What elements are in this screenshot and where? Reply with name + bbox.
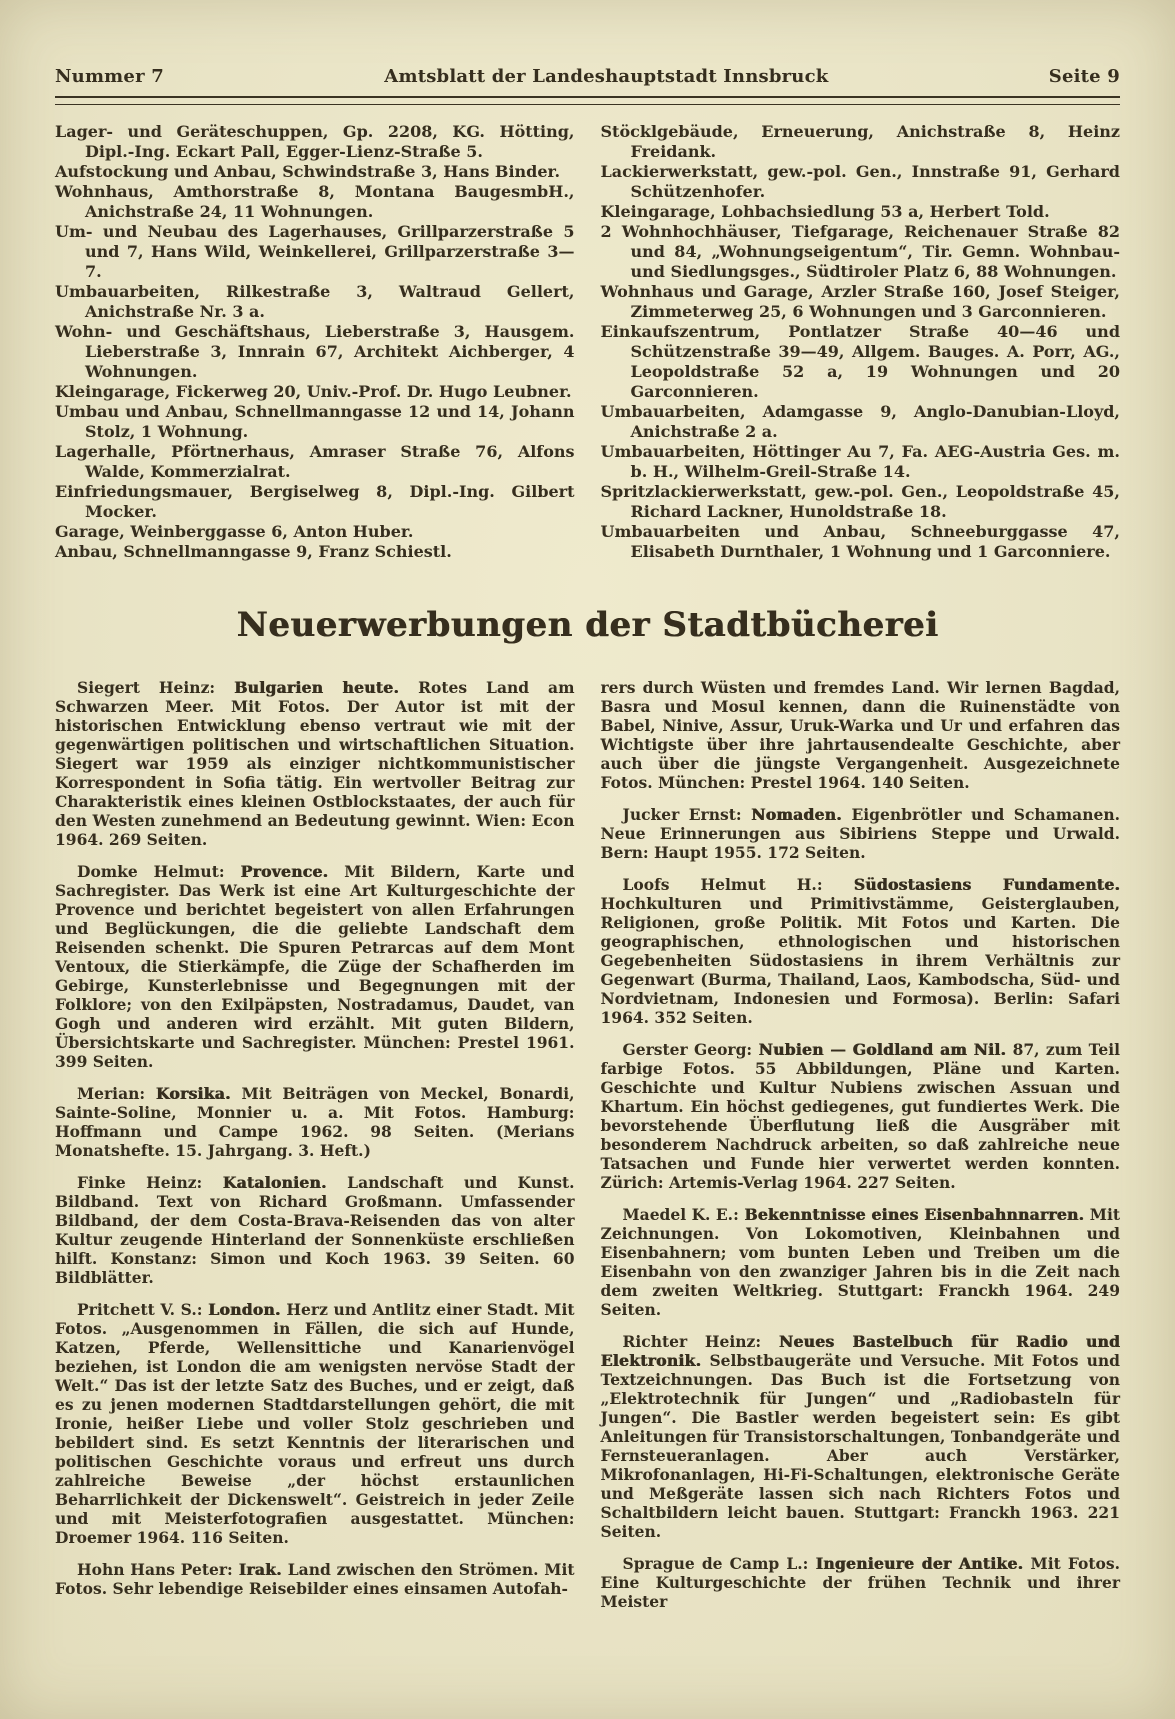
book-review	[601, 1040, 1121, 1192]
review-title: Irak.	[238, 1560, 288, 1579]
permit-entry: Wohnhaus, Amthorstraße 8, Montana BaugesmbH., Anichstraße 24, 11 Wohnungen.	[55, 182, 575, 221]
page-header	[55, 66, 1120, 87]
review-author: Loofs Helmut H.:	[622, 875, 854, 894]
permit-entry: Stöcklgebäude, Erneuerung, Anichstraße 8, Heinz Freidank.	[600, 122, 1120, 161]
book-review	[601, 1554, 1121, 1611]
library-acquisitions-section	[55, 676, 1120, 1624]
permit-entry: Umbauarbeiten und Anbau, Schneeburggasse 47, Elisabeth Durnthaler, 1 Wohnung und 1 Garconniere.	[600, 522, 1120, 561]
book-review	[55, 1300, 575, 1547]
permit-entry: Lager- und Geräteschuppen, Gp. 2208, KG. Hötting, Dipl.-Ing. Eckart Pall, Egger-Lienz-Straße 5.	[55, 122, 575, 161]
review-author: Richter Heinz:	[622, 1332, 779, 1351]
reviews-left-column	[55, 676, 575, 1624]
review-body: Mit Beiträgen von Meckel, Bonardi, Sainte-Soline, Monnier u. a. Mit Fotos. Hamburg: Hoffmann und Campe 1962. 98 Seiten. (Merians Monatshefte. 15. Jahrgang. 3. Heft.)	[55, 1084, 575, 1160]
review-author: Pritchett V. S.:	[77, 1300, 209, 1319]
building-permits-section	[55, 122, 1120, 562]
permit-entry: Spritzlackierwerkstatt, gew.-pol. Gen., Leopoldstraße 45, Richard Lackner, Hunoldstraße 18.	[600, 482, 1120, 521]
permit-entry: Kleingarage, Lohbachsiedlung 53 a, Herbert Told.	[600, 202, 1050, 221]
permit-entry: Lackierwerkstatt, gew.-pol. Gen., Innstraße 91, Gerhard Schützenhofer.	[600, 162, 1120, 201]
review-body: Eigenbrötler und Schamanen. Neue Erinnerungen aus Sibiriens Steppe und Urwald. Bern: Haupt 1955. 172 Seiten.	[600, 805, 1120, 862]
review-title: Provence.	[240, 862, 345, 881]
review-body: Landschaft und Kunst. Bildband. Text von Richard Großmann. Umfassender Bildband, der dem Costa-Brava-Reisenden das von alter Kultur zeugende Hinterland der Sonnenküste erschließen hilft. Konstanz: Simon und Koch 1963. 39 Seiten. 60 Bildblätter.	[55, 1173, 575, 1287]
section-heading: Neuerwerbungen der Stadtbücherei	[236, 605, 939, 645]
review-author: Jucker Ernst:	[622, 805, 752, 824]
review-author: Maedel K. E.:	[622, 1205, 745, 1224]
book-review	[55, 1084, 575, 1160]
review-title: Südostasiens Fundamente.	[853, 875, 1120, 894]
permit-entry: Lagerhalle, Pförtnerhaus, Amraser Straße 76, Alfons Walde, Kommerzialrat.	[55, 442, 575, 481]
permit-entry: Kleingarage, Fickerweg 20, Univ.-Prof. Dr. Hugo Leubner.	[55, 382, 572, 401]
review-body: Rotes Land am Schwarzen Meer. Mit Fotos. Der Autor ist mit der historischen Entwicklung ebenso vertraut wie mit der gegenwärtigen politischen und wirtschaftlichen Situation. Siegert war 1959 als einziger nichtkommunistischer Korrespondent in Sofia tätig. Ein wertvoller Beitrag zur Charakteristik eines kleinen Ostblockstaates, der auch für den Westen zunehmend an Bedeutung gewinnt. Wien: Econ 1964. 269 Seiten.	[55, 678, 575, 849]
review-body: Hochkulturen und Primitivstämme, Geisterglauben, Religionen, große Politik. Mit Fotos und Karten. Die geographischen, ethnologischen und historischen Gegebenheiten Südostasiens in ihrem Verhältnis zur Gegenwart (Burma, Thailand, Laos, Kambodscha, Süd- und Nordvietnam, Indonesien und Formosa). Berlin: Safari 1964. 352 Seiten.	[600, 894, 1120, 1027]
permit-entry: Anbau, Schnellmanngasse 9, Franz Schiestl.	[55, 542, 452, 561]
masthead-title: Amtsblatt der Landeshauptstadt Innsbruck	[384, 66, 829, 87]
permit-entry: 2 Wohnhochhäuser, Tiefgarage, Reichenauer Straße 82 und 84, „Wohnungseigentum“, Tir. Gemn. Wohnbau- und Siedlungsges., Südtiroler Platz 6, 88 Wohnungen.	[600, 222, 1120, 281]
review-body: 87, zum Teil farbige Fotos. 55 Abbildungen, Pläne und Karten. Geschichte und Kultur Nubiens zwischen Assuan und Khartum. Ein höchst gediegenes, gut fundiertes Werk. Die bevorstehende Überflutung ließ die Ausgräber mit besonderem Nachdruck arbeiten, so daß zahlreiche neue Tatsachen und Funde hier verwertet werden konnten. Zürich: Artemis-Verlag 1964. 227 Seiten.	[600, 1040, 1121, 1192]
permit-entry: Einkaufszentrum, Pontlatzer Straße 40—46 und Schützenstraße 39—49, Allgem. Bauges. A. Porr, AG., Leopoldstraße 52 a, 19 Wohnungen und 20 Garconnieren.	[600, 322, 1120, 401]
issue-number: Nummer 7	[55, 66, 164, 87]
permit-entry: Umbauarbeiten, Adamgasse 9, Anglo-Danubian-Lloyd, Anichstraße 2 a.	[600, 402, 1120, 441]
review-body: rers durch Wüsten und fremdes Land. Wir lernen Bagdad, Basra und Mosul kennen, dann die Ruinenstädte von Babel, Ninive, Assur, Uruk-Warka und Ur und erfahren das Wichtigste über ihre jahrtausendealte Geschichte, aber auch über die jüngste Vergangenheit. Ausgezeichnete Fotos. München: Prestel 1964. 140 Seiten.	[600, 678, 1120, 792]
book-review	[55, 678, 575, 849]
review-author: Domke Helmut:	[77, 862, 241, 881]
book-review	[55, 1560, 575, 1598]
permit-entry: Wohn- und Geschäftshaus, Lieberstraße 3, Hausgem. Lieberstraße 3, Innrain 67, Architekt Aichberger, 4 Wohnungen.	[55, 322, 575, 381]
review-body: Herz und Antlitz einer Stadt. Mit Fotos. „Ausgenommen in Fällen, die sich auf Hunde, Katzen, Pferde, Wellensittiche und Kanarienvögel beziehen, ist London die am wenigsten nervöse Stadt der Welt.“ Das ist der letzte Satz des Buches, und er zeigt, daß es zu jenen modernen Stadtdarstellungen gehört, die mit Ironie, heißer Liebe und voller Stolz geschrieben und bebildert sind. Es setzt Kenntnis der literarischen und politischen Geschichte voraus und erfreut uns durch zahlreiche Beweise „der höchst erstaunlichen Beharrlichkeit der Dickenswelt“. Geistreich in jeder Zeile und mit Meisterfotografien ausgestattet. München: Droemer 1964. 116 Seiten.	[55, 1300, 575, 1547]
review-body: Mit Zeichnungen. Von Lokomotiven, Kleinbahnen und Eisenbahnern; vom bunten Leben und Treiben um die Eisenbahn von den zwanziger Jahren bis in die Zeit nach dem zweiten Weltkrieg. Stuttgart: Franckh 1964. 249 Seiten.	[600, 1205, 1120, 1319]
book-review	[601, 875, 1121, 1027]
book-review	[601, 1205, 1121, 1319]
review-author: Gerster Georg:	[622, 1040, 759, 1059]
book-review	[55, 1173, 575, 1287]
book-review	[601, 1332, 1121, 1541]
review-title: Neues Bastelbuch für Radio und Elektronik.	[600, 1332, 1120, 1370]
permit-entry: Einfriedungsmauer, Bergiselweg 8, Dipl.-Ing. Gilbert Mocker.	[55, 482, 575, 521]
review-title: Nubien — Goldland am Nil.	[758, 1040, 1013, 1059]
reviews-right-column	[601, 676, 1121, 1624]
permit-entry: Umbau und Anbau, Schnellmanngasse 12 und 14, Johann Stolz, 1 Wohnung.	[55, 402, 575, 441]
review-author: Siegert Heinz:	[77, 678, 235, 697]
review-title: London.	[208, 1300, 287, 1319]
review-title: Korsika.	[155, 1084, 242, 1103]
book-review-continuation	[601, 678, 1121, 792]
permits-right-column	[601, 122, 1121, 562]
review-body: Selbstbaugeräte und Versuche. Mit Fotos und Textzeichnungen. Das Buch ist die Fortsetzung von „Elektrotechnik für Jungen“ und „Radiobasteln für Jungen“. Die Bastler werden begeistert sein: Es gibt Anleitungen für Transistorschaltungen, Tonbandgeräte und Fernsteueranlagen. Aber auch Verstärker, Mikrofonanlagen, Hi-Fi-Schaltungen, elektronische Geräte und Meßgeräte lassen sich nach Richters Fotos und Schaltbildern leicht bauen. Stuttgart: Franckh 1963. 221 Seiten.	[600, 1351, 1120, 1541]
permit-entry: Aufstockung und Anbau, Schwindstraße 3, Hans Binder.	[55, 162, 561, 181]
review-author: Finke Heinz:	[77, 1173, 223, 1192]
permit-entry: Um- und Neubau des Lagerhauses, Grillparzerstraße 5 und 7, Hans Wild, Weinkellerei, Grillparzerstraße 3—7.	[55, 222, 575, 281]
review-body: Land zwischen den Strömen. Mit Fotos. Sehr lebendige Reisebilder eines einsamen Autofah-	[55, 1560, 575, 1598]
permits-left-column	[55, 122, 575, 562]
book-review	[601, 805, 1121, 862]
page-number: Seite 9	[1048, 66, 1120, 87]
review-title: Nomaden.	[751, 805, 852, 824]
review-author: Merian:	[77, 1084, 156, 1103]
review-author: Hohn Hans Peter:	[77, 1560, 239, 1579]
review-body: Mit Fotos. Eine Kulturgeschichte der frühen Technik und ihrer Meister	[600, 1554, 1120, 1611]
permit-entry: Garage, Weinberggasse 6, Anton Huber.	[55, 522, 414, 541]
review-title: Bekenntnisse eines Eisenbahnnarren.	[744, 1205, 1090, 1224]
permit-entry: Wohnhaus und Garage, Arzler Straße 160, Josef Steiger, Zimmeterweg 25, 6 Wohnungen und 3 Garconnieren.	[600, 282, 1120, 321]
review-title: Katalonien.	[222, 1173, 348, 1192]
review-title: Ingenieure der Antike.	[815, 1554, 1031, 1573]
review-title: Bulgarien heute.	[234, 678, 419, 697]
review-body: Mit Bildern, Karte und Sachregister. Das Werk ist eine Art Kulturgeschichte der Provence und berichtet begeistert von allen Erfahrungen und Beglückungen, die die geliebte Landschaft dem Reisenden schenkt. Die Spuren Petrarcas auf dem Mont Ventoux, die Stierkämpfe, die Züge der Schafherden im Gebirge, Kunsterlebnisse und Begegnungen mit der Folklore; von den Exilpäpsten, Nostradamus, Daudet, van Gogh und anderen wird erzählt. Mit guten Bildern, Übersichtskarte und Sachregister. München: Prestel 1961. 399 Seiten.	[55, 862, 575, 1071]
header-double-rule	[55, 96, 1120, 105]
permit-entry: Umbauarbeiten, Rilkestraße 3, Waltraud Gellert, Anichstraße Nr. 3 a.	[55, 282, 575, 321]
review-author: Sprague de Camp L.:	[622, 1554, 816, 1573]
permit-entry: Umbauarbeiten, Höttinger Au 7, Fa. AEG-Austria Ges. m. b. H., Wilhelm-Greil-Straße 14.	[600, 442, 1120, 481]
book-review	[55, 862, 575, 1071]
